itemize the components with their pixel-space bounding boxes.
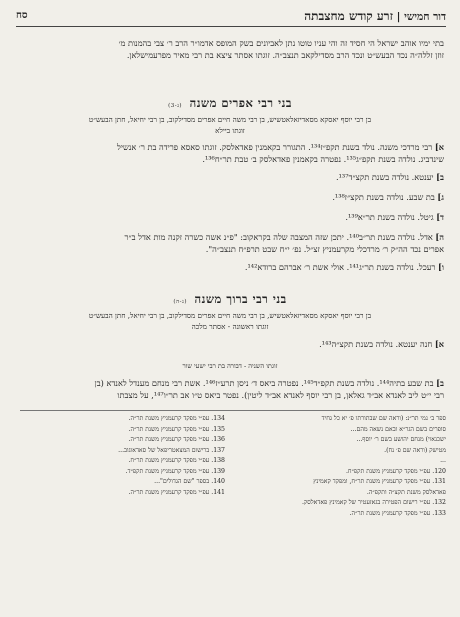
footnote: 141. עפ״י מפקד קרעמניץ משנת תר״ה.: [128, 488, 225, 496]
footnote: 135. עפ״י מפקד קרעמניץ משנת תר״ה.: [128, 425, 225, 433]
section-heading-text: בני רבי אפרים משנה: [189, 96, 292, 110]
footnote: ישכנאוי) מנחם יהושע בשם ר׳ יוסף...: [356, 436, 446, 443]
section-heading-text: בני רבי ברוך משנה: [194, 292, 287, 306]
child-entry: [20, 232, 444, 244]
page-number: סח: [16, 10, 28, 21]
running-title-prefix: דור חמישי: [404, 11, 446, 23]
entry-text: בת שבע. נולדה בשנת תקצ״ז¹³⁸.: [332, 192, 435, 202]
footnote: 120. עפ״י מפקד קרעמניץ משנת תקפ״ח.: [345, 467, 446, 475]
footnote: 136. עפ״י מפקד קרעמניץ משנת תר״ה.: [128, 436, 225, 443]
entry-text: רבי מרדכי משנה. נולד בשנת תקפ״ז¹³⁴. התגורר בקאמנין פאדאלסק. זוגתו סאסא פרידה בת ר׳ אנשיל: [116, 142, 433, 152]
footnotes-right-column: [237, 414, 446, 519]
child-entry: [20, 212, 444, 224]
entry-text: חנה יענטא. נולדה בשנת תקצ״ה¹⁴³.: [319, 339, 433, 349]
entry-text: גיטל. נולדה בשנת תר״א¹³⁹.: [345, 212, 434, 222]
entry-text: אדל. נולדה בשנת תר״ב¹⁴⁰. יתכן שזה המצבה שלה בקראקוב: "פ״נ אשה כשרה זקנה מות אדל ב״ר: [124, 232, 433, 242]
intro-line: בתי ימיו אוהב ישראל הי חסיד זה והי עניו טוטו נתן לאביונים בשק המופס אדמו״ר הרב ר׳ צבי בהמנות מ׳: [118, 38, 444, 48]
footnote: 138. עפ״י מפקד קרעמניץ משנת תר״ח.: [128, 457, 225, 464]
footnote: מטישק (וראה שם פ׳ נח).: [384, 446, 446, 454]
child-entry: [20, 390, 444, 402]
entry-text: בת שבע בתיה¹⁴⁴. נולדה בשנת תקפ״ד¹⁴⁵. נפטרה ביאס ד׳ ניסן תרע״ז¹⁴⁶. אשת רבי מנחם מענדל לאנדא (בן: [94, 378, 434, 388]
entry-label: א]: [434, 339, 444, 349]
child-entry: [20, 192, 444, 204]
lineage-line: זוגתו ראשונה - אסתר מלכה: [191, 322, 269, 331]
child-entry: [20, 262, 444, 274]
footnote: 137. ברישום המצאטריפאל של סאדאוגוב...: [118, 446, 225, 454]
lineage-line: בן רבי יוסף יאסקא מסאדיזאלאטשיש, בן רבי משה חיים אפרים מסדילקוב, בן רבי יחיאל, חתן הבעש״ט: [88, 115, 372, 124]
child-entry: [20, 172, 444, 184]
footnote: 139. עפ״י מפקד קרעמניץ משנת תקפ״ד.: [125, 467, 225, 475]
footnote: 131. עפ״י מפקד קרעמניץ משנת תר״ח, ומפקד קאמינץ: [313, 478, 446, 485]
second-wife-note: זוגתו השניה - דבורה בת רבי ישעי שור: [182, 362, 278, 370]
child-entry: [20, 244, 444, 256]
running-title: [304, 9, 446, 24]
entry-text: יענטא. נולדה בשנת תקצ״ד¹³⁷.: [336, 172, 434, 182]
footnote: ספר ב׳ נמי תר״נ: (וראה שם שבתורתו פ׳ יא כל גחיד: [321, 415, 446, 422]
footnote: 140. בספר "שם הגדולים"...: [154, 478, 225, 485]
entry-label: א]: [434, 142, 444, 152]
entry-text: רעכל. נולדה בשנת תר״ג¹⁴¹. אולי אשת ר׳ אברהם ברודא¹⁴².: [244, 262, 436, 272]
entry-label: ד]: [436, 212, 444, 222]
footnotes: [16, 414, 446, 614]
section-heading-ref: (נ-3): [168, 103, 183, 109]
entry-text: אפרים נכד הה״ק ר׳ מרדכלי מקרעמניץ זצ״ל. נפ׳ י״ח שבט תרפ״ח תנצב״ה".: [205, 244, 444, 254]
intro-paragraph: [18, 38, 444, 62]
entry-label: ב]: [436, 378, 444, 388]
intro-line: זוזן זללה״ה נכד הבעש״ט ונכד הרב מסדילקאב תנצב״ה. זוגתו אסתר ציצא בת רבי מאיר מפרעמישלאן.: [126, 49, 444, 60]
footnote: 133. עפ״י מפקד קרעמניץ משנת תר״ה.: [349, 509, 446, 517]
footnote: פאדאלסק משנת תקצ״ה ותקפ״ה.: [366, 488, 446, 496]
lineage-line: זוגתו ביילא: [215, 126, 245, 135]
running-title-sep: |: [396, 11, 401, 23]
child-entry: [20, 339, 444, 351]
child-entry: [20, 154, 444, 166]
section-lineage: [20, 310, 440, 332]
entry-label: ב]: [436, 172, 444, 182]
section-heading: [0, 96, 460, 110]
running-title-main: זרע קודש מחצבתה: [304, 9, 393, 23]
footnote: סופרים בשם הגר״א ובאם נשאה מהם...: [350, 425, 446, 433]
running-header: [16, 8, 446, 27]
section-lineage: [20, 114, 440, 136]
child-entry: [20, 378, 444, 390]
entry-label: ו]: [438, 262, 444, 272]
section-heading-ref: (נ-ה): [173, 299, 187, 305]
section-heading: [0, 292, 460, 306]
lineage-line: בן רבי יוסף יאסקא מסאדיזאלאטשיש, בן רבי משה חיים אפרים מסדילקוב, בן רבי יחיאל, חתן הבעש״ט: [88, 311, 372, 320]
footnote: ...: [440, 457, 446, 464]
footnote: 134. עפ״י מפקד קרעמניץ משנת תר״ה.: [128, 415, 225, 422]
child-entry: [20, 142, 444, 154]
entry-text: רבי י״ט ליב לאנדא אב״ד גאלאן, בן רבי יוסף לאנדא אב״ד ליטין). נפטר ביאס ט״ו אב תר״ו¹⁴⁷, על מצבתו: [117, 390, 444, 400]
footnote-separator: [20, 410, 440, 411]
entry-label: ה]: [435, 232, 444, 242]
entry-text: שינדביג. נולדה בשנת תקפ״ג¹³⁵. נפטרה בקאמנין פאדאלסק ב׳ טבת תר״ח¹³⁶.: [202, 154, 444, 164]
entry-label: ג]: [437, 192, 444, 202]
footnotes-left-column: [16, 414, 225, 498]
footnote: 132. עפ״י רישום הפטירה בגאזעטיר של קאמינץ פאדאלסק.: [301, 499, 446, 506]
